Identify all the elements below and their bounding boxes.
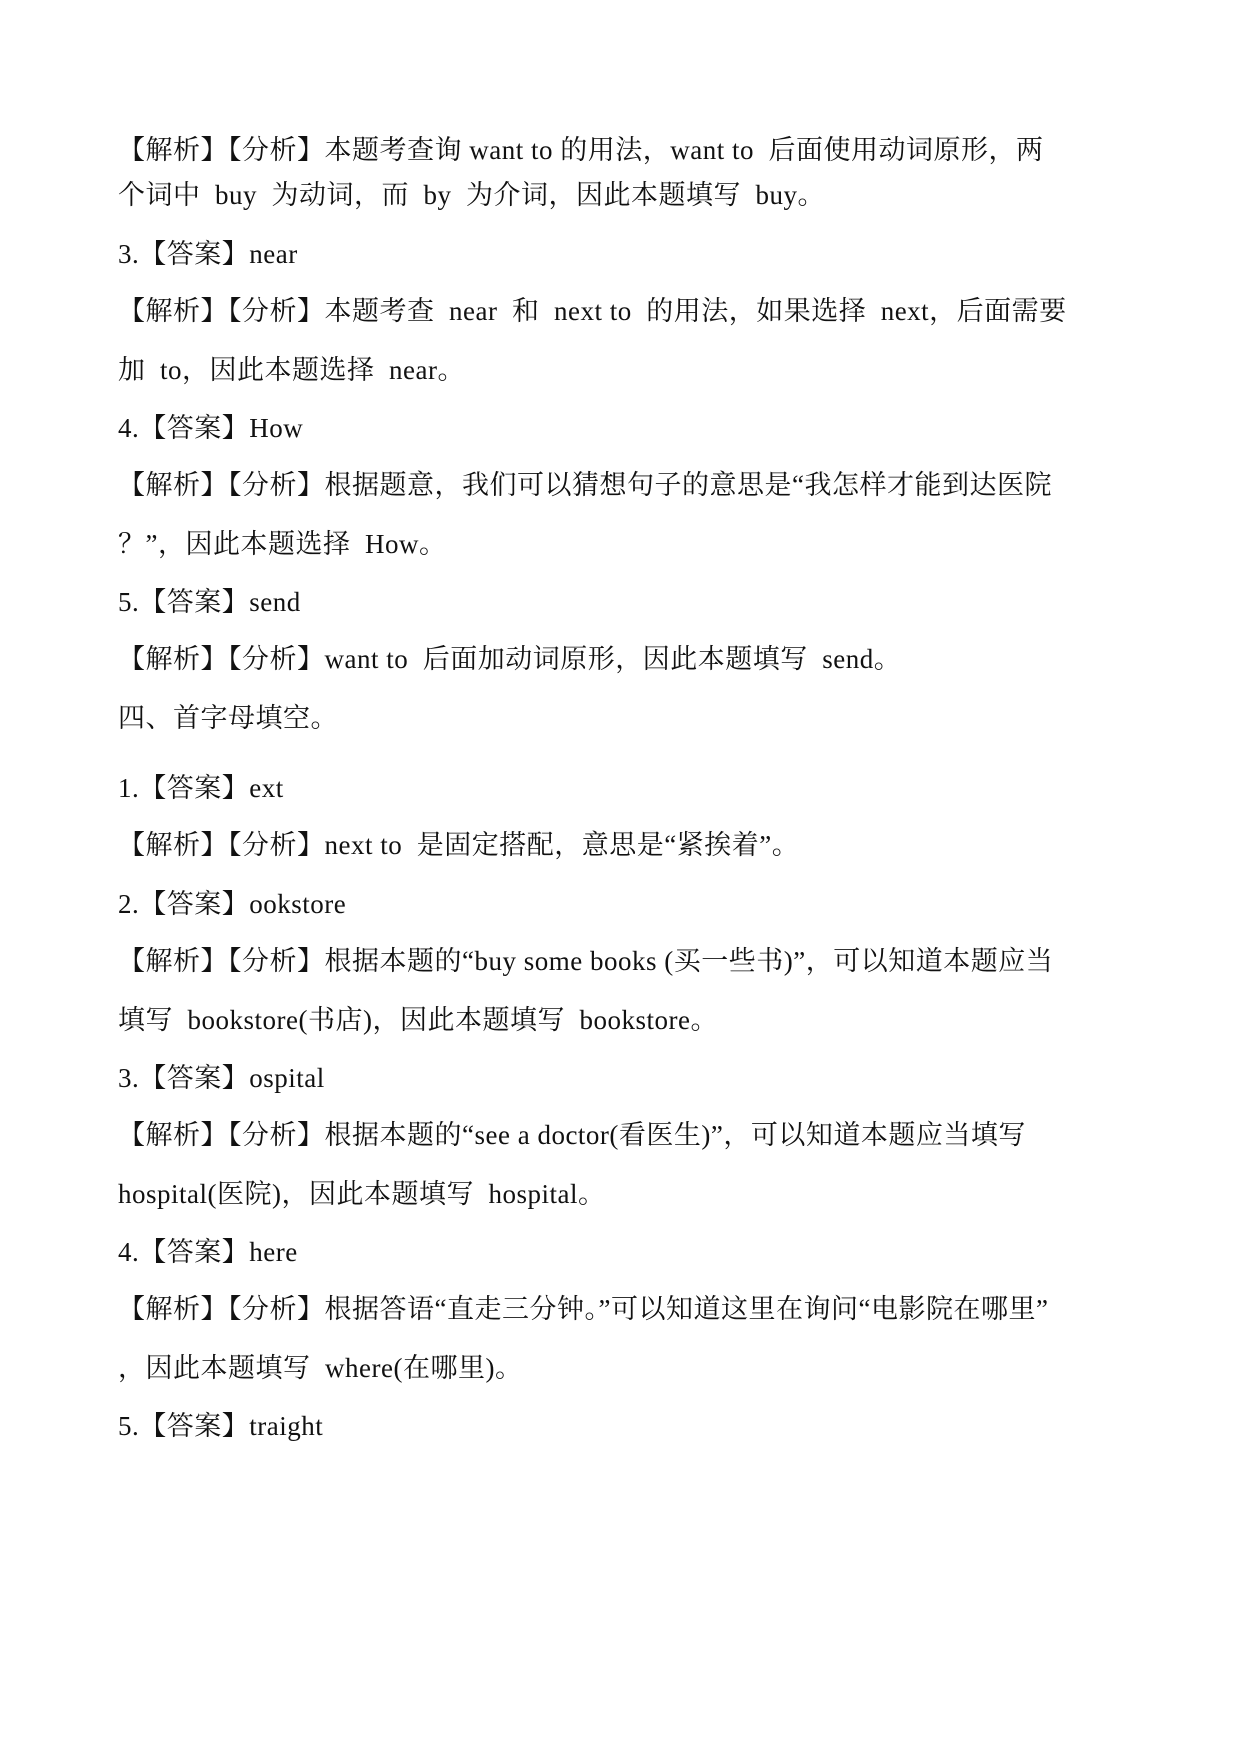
analysis-4b-line-1: 【解析】【分析】根据答语“直走三分钟。”可以知道这里在询问“电影院在哪里” [118,1294,1049,1324]
answer-2-heading: 2.【答案】ookstore [118,889,347,919]
analysis-3b-line-1: 【解析】【分析】根据本题的“see a doctor(看医生)”，可以知道本题应当填写 [118,1120,1026,1150]
analysis-4-line-1: 【解析】【分析】根据题意，我们可以猜想句子的意思是“我怎样才能到达医院 [118,470,1052,500]
answer-1-heading: 1.【答案】ext [118,773,284,803]
analysis-3b-line-2: hospital(医院)，因此本题填写 hospital。 [118,1179,606,1209]
answer-3-heading: 3.【答案】near [118,239,298,269]
answer-5b-heading: 5.【答案】traight [118,1411,324,1441]
analysis-2-line-1: 【解析】【分析】根据本题的“buy some books (买一些书)”，可以知道本题应当 [118,946,1054,976]
answer-3b-heading: 3.【答案】ospital [118,1063,325,1093]
analysis-paragraph-2-line-2: 个词中 buy 为动词，而 by 为介词，因此本题填写 buy。 [118,180,825,210]
analysis-paragraph-2-line-1: 【解析】【分析】本题考查询 want to 的用法，want to 后面使用动词原形，两 [118,135,1044,165]
section-heading: 四、首字母填空。 [118,703,338,733]
analysis-5-line-1: 【解析】【分析】want to 后面加动词原形，因此本题填写 send。 [118,644,902,674]
answer-5-heading: 5.【答案】send [118,587,301,617]
analysis-4-line-2: ？”，因此本题选择 How。 [118,529,447,559]
analysis-1-line-1: 【解析】【分析】next to 是固定搭配，意思是“紧挨着”。 [118,830,800,860]
analysis-2-line-2: 填写 bookstore(书店)，因此本题填写 bookstore。 [118,1005,718,1035]
analysis-3-line-1: 【解析】【分析】本题考查 near 和 next to 的用法，如果选择 next，后面需要 [118,296,1067,326]
analysis-3-line-2: 加 to，因此本题选择 near。 [118,355,465,385]
answer-4-heading: 4.【答案】How [118,413,304,443]
answer-4b-heading: 4.【答案】here [118,1237,298,1267]
analysis-4b-line-2: ，因此本题填写 where(在哪里)。 [118,1353,523,1383]
